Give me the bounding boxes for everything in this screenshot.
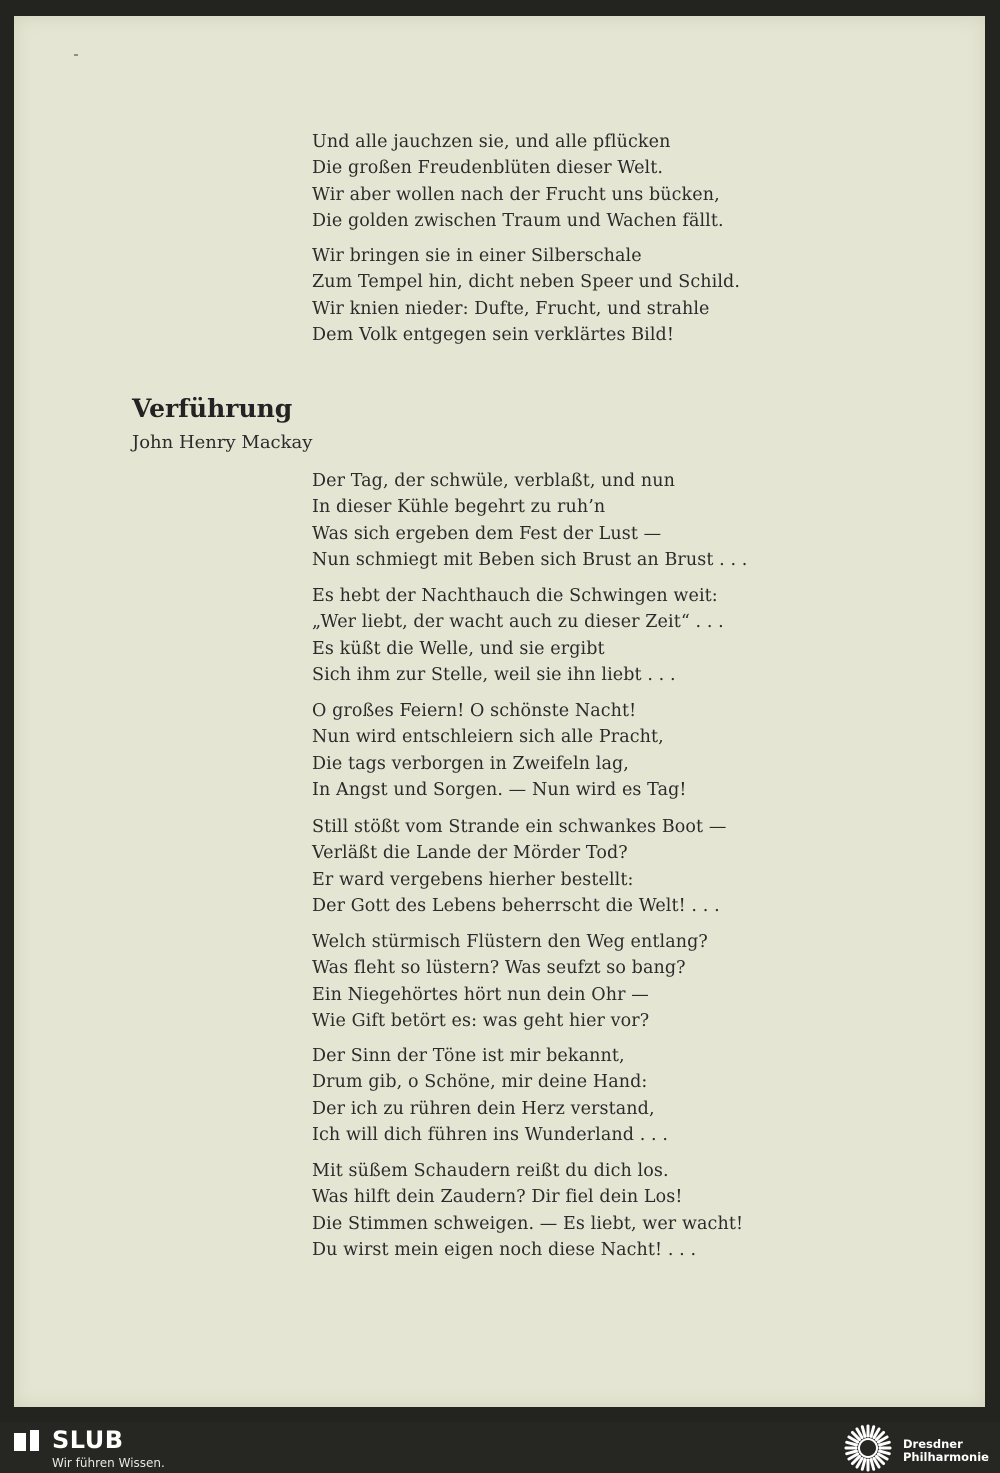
verse-line: Dem Volk entgegen sein verklärtes Bild!: [312, 324, 674, 345]
verse-line: Was fleht so lüstern? Was seufzt so bang?: [312, 958, 686, 979]
verse-line: Was hilft dein Zaudern? Dir fiel dein Los!: [312, 1187, 683, 1208]
verse-line: Der Gott des Lebens beherrscht die Welt! . . .: [312, 895, 720, 916]
verse-line: In dieser Kühle begehrt zu ruh’n: [312, 497, 606, 518]
partner-name-line-1: Dresdner: [903, 1437, 963, 1451]
verse-line: Du wirst mein eigen noch diese Nacht! . . .: [312, 1239, 697, 1260]
poem-stanza-6: [312, 1043, 668, 1148]
paper-speck: [74, 54, 78, 56]
verse-line: Er ward vergebens hierher bestellt:: [312, 869, 634, 890]
slub-wordmark[interactable]: SLUB: [52, 1426, 124, 1454]
verse-line: Ein Niegehörtes hört nun dein Ohr —: [312, 984, 649, 1005]
verse-line: Mit süßem Schaudern reißt du dich los.: [312, 1161, 669, 1181]
verse-line: Die golden zwischen Traum und Wachen fällt.: [312, 210, 724, 231]
poem-stanza-7: [312, 1158, 743, 1263]
footer-bar: [0, 1422, 1000, 1473]
poem-stanza-2: [312, 583, 724, 688]
poem-stanza-3: [312, 698, 687, 803]
verse-line: „Wer liebt, der wacht auch zu dieser Zeit“ . . .: [312, 612, 724, 633]
verse-line: Ich will dich führen ins Wunderland . . .: [312, 1124, 669, 1145]
verse-line: Was sich ergeben dem Fest der Lust —: [312, 523, 662, 544]
verse-line: Der ich zu rühren dein Herz verstand,: [312, 1098, 655, 1119]
verse-line: O großes Feiern! O schönste Nacht!: [312, 701, 637, 721]
verse-line: Nun wird entschleiern sich alle Pracht,: [312, 727, 664, 748]
verse-line: Es küßt die Welle, und sie ergibt: [312, 638, 605, 659]
slub-book-icon[interactable]: [12, 1427, 42, 1453]
verse-line: Verläßt die Lande der Mörder Tod?: [312, 843, 628, 864]
verse-line: Es hebt der Nachthauch die Schwingen weit:: [312, 586, 718, 606]
dresdner-philharmonie-wordmark[interactable]: [903, 1438, 989, 1464]
poem-stanza-4: [312, 814, 726, 919]
poem-author: John Henry Mackay: [132, 432, 313, 453]
verse-line: Drum gib, o Schöne, mir deine Hand:: [312, 1072, 648, 1093]
verse-line: Welch stürmisch Flüstern den Weg entlang?: [312, 932, 708, 952]
verse-line: Wir aber wollen nach der Frucht uns bücken,: [312, 184, 720, 205]
verse-line: Wir bringen sie in einer Silberschale: [312, 246, 642, 266]
verse-line: Wie Gift betört es: was geht hier vor?: [312, 1010, 650, 1031]
poem-stanza-1: [312, 468, 747, 573]
verse-line: Die Stimmen schweigen. — Es liebt, wer wacht!: [312, 1213, 744, 1234]
poem-stanza-5: [312, 929, 708, 1034]
verse-line: Sich ihm zur Stelle, weil sie ihn liebt . . .: [312, 664, 676, 685]
verse-line: Still stößt vom Strande ein schwankes Boot —: [312, 817, 727, 837]
intro-stanza-2: [312, 243, 740, 348]
intro-stanza-1: [312, 129, 724, 234]
verse-line: Nun schmiegt mit Beben sich Brust an Brust . . .: [312, 549, 748, 570]
poem-title: Verführung: [132, 394, 293, 423]
verse-line: In Angst und Sorgen. — Nun wird es Tag!: [312, 779, 687, 800]
verse-line: Wir knien nieder: Dufte, Frucht, und strahle: [312, 298, 710, 319]
verse-line: Der Sinn der Töne ist mir bekannt,: [312, 1046, 625, 1066]
verse-line: Und alle jauchzen sie, und alle pflücken: [312, 132, 671, 152]
verse-line: Der Tag, der schwüle, verblaßt, und nun: [312, 471, 675, 491]
dresdner-philharmonie-logo-icon[interactable]: [842, 1424, 894, 1472]
verse-line: Die tags verborgen in Zweifeln lag,: [312, 753, 629, 774]
verse-line: Die großen Freudenblüten dieser Welt.: [312, 158, 664, 179]
verse-line: Zum Tempel hin, dicht neben Speer und Schild.: [312, 272, 740, 293]
slub-tagline: Wir führen Wissen.: [52, 1456, 165, 1470]
document-page: [14, 16, 985, 1407]
partner-name-line-2: Philharmonie: [903, 1450, 989, 1464]
